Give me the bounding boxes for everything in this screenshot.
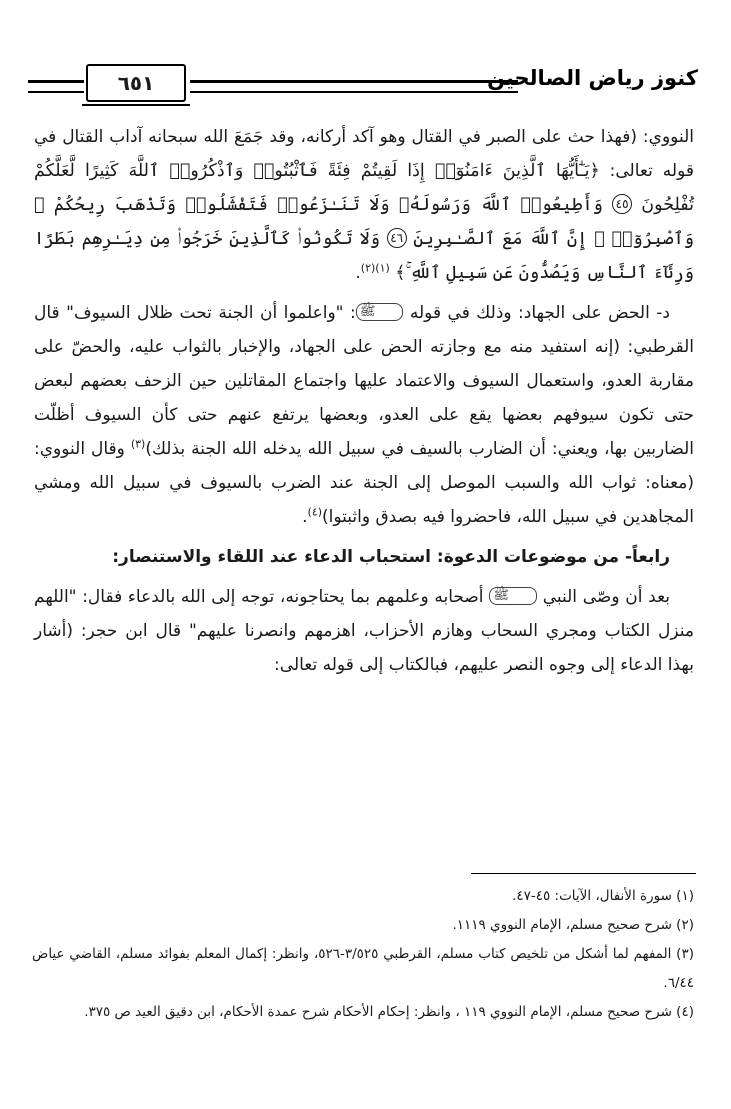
footnote-ref: (١)(٢) (360, 261, 390, 275)
header-rule (190, 80, 518, 93)
salutation-glyph: ﷺ (356, 303, 404, 321)
header-rule-left (28, 80, 84, 93)
paragraph-end: . (302, 507, 308, 527)
paragraph-end: . (355, 263, 361, 283)
paragraph-text: أصحابه وعلمهم بما يحتاجونه، توجه إلى الله بالدعاء فقال: "اللهم منزل الكتاب ومجري السحاب وهازم الأحزاب، اهزمهم وانصرنا عليهم" قال ابن حجر: (أشار بهذا الدعاء إلى وجوه النصر عليهم، فبالكتاب إلى قوله تعالى: (34, 587, 694, 675)
quran-verse: ﴿يَـٰٓأَيُّهَا ٱلَّذِينَ ءَامَنُوٓا۟ إِذَا لَقِيتُمْ فِئَةً فَٱثْبُتُوا۟ وَٱذْكُرُوا۟ ٱللَّهَ كَثِيرًا لَّعَلَّكُمْ تُفْلِحُونَ (34, 161, 695, 215)
paragraph-text: وقال النووي: (معناه: ثواب الله والسبب الموصل إلى الجنة عند الضرب بالسيوف في سبيل الله ومشي المجاهدين في سبيل الله، فاحضروا فيه بصدق واثبتوا) (34, 439, 694, 527)
paragraph-dua (34, 580, 694, 682)
page-number: ٦٥١ (86, 64, 186, 102)
page-body (34, 120, 694, 688)
footnote-4: (٤) شرح صحيح مسلم، الإمام النووي ١١٩ ، وانظر: إحكام الأحكام شرح عمدة الأحكام، ابن دقيق العيد ص ٣٧٥. (84, 1004, 694, 1020)
footnote-2: (٢) شرح صحيح مسلم، الإمام النووي ١١١٩. (452, 917, 694, 933)
paragraph-text: د- الحض على الجهاد: وذلك في قوله (409, 303, 670, 323)
section-heading: رابعاً- من موضوعات الدعوة: استحباب الدعاء عند اللقاء والاستنصار: (112, 547, 670, 567)
quran-verse: وَلَا تَكُونُوا۟ كَٱلَّذِينَ خَرَجُوا۟ مِن دِيَـٰرِهِم بَطَرًا وَرِئَآءَ ٱلنَّاسِ وَيَصُدُّونَ عَن سَبِيلِ ٱللَّهِ ۚ﴾ (34, 229, 694, 283)
paragraph-nawawi (34, 120, 694, 290)
running-title: كنوز رياض الصالحين (487, 66, 698, 90)
paragraph-text: بعد أن وصّى النبي (542, 587, 671, 607)
page-header (28, 62, 706, 106)
paragraph-text: : "واعلموا أن الجنة تحت ظلال السيوف" قال القرطبي: (إنه استفيد منه مع وجازته الحض على الجهاد، والإخبار بالثواب عليه، والحضّ على مقاربة العدو، واستعمال السيوف والاعتماد عليها واجتماع المقاتلين حين الزحف بعضهم لبعض حتى تكون سيوفهم بعضها يقع على العدو، وبعضها يرتفع عنهم حتى كأن السيوف أظلّت الضاربين بها، ويعني: أن الضارب بالسيف في سبيل الله يدخله الله الجنة بذلك) (34, 303, 694, 459)
footnote-3: (٣) المفهم لما أشكل من تلخيص كتاب مسلم، القرطبي ٣/٥٢٥-٥٢٦، وانظر: إكمال المعلم بفوائد مسلم، القاضي عياض ٦/٤٤. (32, 946, 694, 991)
footnote-separator (471, 873, 696, 874)
footnote-ref: (٣) (130, 437, 146, 451)
quran-verse: وَأَطِيعُوا۟ ٱللَّهَ وَرَسُولَهُۥ وَلَا تَنَـٰزَعُوا۟ فَتَفْشَلُوا۟ وَتَذْهَبَ رِيحُكُمْ ۖ وَٱصْبِرُوٓا۟ ۚ إِنَّ ٱللَّهَ مَعَ ٱلصَّـٰبِرِينَ (34, 195, 694, 249)
footnote-ref: (٤) (307, 505, 323, 519)
footnotes (32, 882, 694, 1027)
ayah-number-marker: ٤٥ (612, 194, 632, 214)
paragraph-jihad (34, 296, 694, 534)
footnote-1: (١) سورة الأنفال، الآيات: ٤٥-٤٧. (512, 888, 694, 904)
ayah-number-marker: ٤٦ (387, 228, 407, 248)
paragraph-lead: النووي: (فهذا حث على الصبر في القتال وهو آكد أركانه، وقد جَمَعَ الله سبحانه آداب القتال في قوله تعالى: (34, 127, 694, 181)
salutation-glyph: ﷺ (489, 587, 537, 605)
